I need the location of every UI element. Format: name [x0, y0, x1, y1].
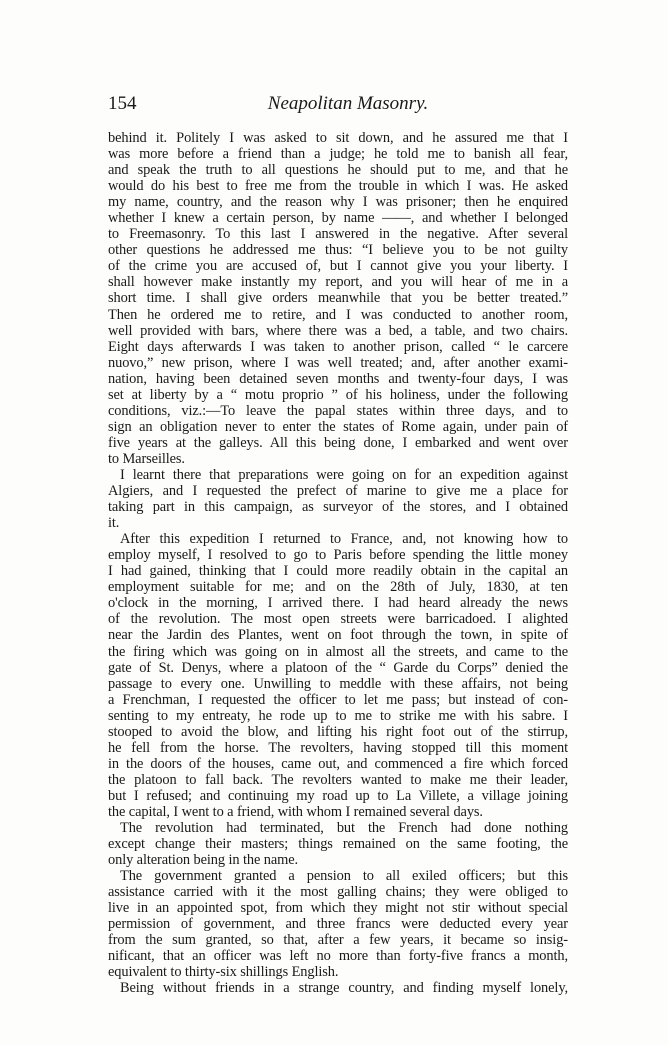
text-line: assistance carried with it the most galling chains; they were obliged to [108, 884, 568, 901]
text-line: nuovo,” new prison, where I was well treated; and, after another exami- [108, 354, 568, 371]
text-line: nation, having been detained seven months and twenty-four days, I was [108, 370, 568, 387]
text-line: five years at the galleys. All this being done, I embarked and went over [108, 434, 568, 451]
text-line: short time. I shall give orders meanwhile that you be better treated.” [108, 290, 568, 307]
text-line: passage to every one. Unwilling to meddle with these affairs, not being [108, 675, 568, 692]
text-line: sign an obligation never to enter the states of Rome again, under pain of [108, 418, 568, 435]
text-line: Being without friends in a strange country, and finding myself lonely, [120, 980, 568, 997]
text-line: o'clock in the morning, I arrived there. I had heard already the news [108, 595, 568, 612]
page-header [108, 92, 568, 116]
text-line: The revolution had terminated, but the French had done nothing [120, 820, 568, 837]
text-line: Eight days afterwards I was taken to another prison, called “ le carcere [108, 338, 568, 355]
text-line: stooped to avoid the blow, and lifting his right foot out of the stirrup, [108, 723, 568, 740]
text-line: shall however make instantly my report, and you will hear of me in a [108, 274, 568, 291]
body-text [108, 130, 568, 997]
text-line: well provided with bars, where there was a bed, a table, and two chairs. [108, 322, 568, 339]
text-line: to Freemasonry. To this last I answered in the negative. After several [108, 226, 568, 243]
text-line: employ myself, I resolved to go to Paris before spending the little money [108, 547, 568, 564]
text-line: behind it. Politely I was asked to sit down, and he assured me that I [108, 130, 568, 146]
text-line: permission of government, and three francs were deducted every year [108, 916, 568, 933]
text-line: he fell from the horse. The revolters, having stopped till this moment [108, 739, 568, 756]
text-line: the platoon to fall back. The revolters wanted to make me their leader, [108, 771, 568, 788]
text-line: from the sum granted, so that, after a few years, it became so insig- [108, 932, 568, 949]
paragraph [108, 467, 568, 531]
text-line: of the crime you are accused of, but I cannot give you your liberty. I [108, 258, 568, 275]
paragraph [108, 868, 568, 980]
text-line: After this expedition I returned to France, and, not knowing how to [120, 531, 568, 548]
text-line: was more before a friend than a judge; he told me to banish all fear, [108, 146, 568, 163]
paragraph [108, 531, 568, 820]
text-line: except change their masters; things remained on the same footing, the [108, 836, 568, 853]
text-line: only alteration being in the name. [108, 852, 299, 869]
text-line: but I refused; and continuing my road up to La Villete, a village joining [108, 787, 568, 804]
paragraph [108, 980, 568, 996]
text-line: Algiers, and I requested the prefect of marine to give me a place for [108, 483, 568, 500]
page-number: 154 [108, 93, 137, 114]
text-line: conditions, viz.:—To leave the papal states within three days, and to [108, 402, 568, 419]
text-line: a Frenchman, I requested the officer to let me pass; but instead of con- [108, 691, 568, 708]
text-line: I learnt there that preparations were going on for an expedition against [120, 466, 568, 483]
running-title: Neapolitan Masonry. [267, 93, 429, 114]
paragraph [108, 130, 568, 467]
text-line: near the Jardin des Plantes, went on foot through the town, in spite of [108, 627, 568, 644]
text-line: taking part in this campaign, as surveyor of the stores, and I obtained [108, 499, 568, 516]
text-line: other questions he addressed me thus: “I believe you to be not guilty [108, 242, 568, 259]
text-line: the firing which was going on in almost all the streets, and came to the [108, 643, 568, 660]
text-line: and speak the truth to all questions he should put to me, and that he [108, 162, 568, 179]
paragraph [108, 820, 568, 868]
text-line: employment suitable for me; and on the 28th of July, 1830, at ten [108, 579, 568, 596]
text-line: equivalent to thirty-six shillings English. [108, 964, 339, 981]
text-line: The government granted a pension to all exiled officers; but this [120, 868, 568, 885]
text-line: nificant, that an officer was left no more than forty-five francs a month, [108, 948, 568, 965]
text-line: of the revolution. The most open streets were barricadoed. I alighted [108, 611, 568, 628]
text-line: my name, country, and the reason why I was prisoner; then he enquired [108, 194, 568, 211]
text-line: gate of St. Denys, where a platoon of the “ Garde du Corps” denied the [108, 659, 568, 676]
text-line: senting to my entreaty, he rode up to me to strike me with his sabre. I [108, 707, 568, 724]
text-line: the capital, I went to a friend, with whom I remained several days. [108, 803, 483, 820]
text-line: to Marseilles. [108, 450, 185, 467]
text-line: would do his best to free me from the trouble in which I was. He asked [108, 178, 568, 195]
text-line: live in an appointed spot, from which they might not stir without special [108, 900, 568, 917]
text-line: set at liberty by a “ motu proprio ” of his holiness, under the following [108, 386, 568, 403]
text-line: whether I knew a certain person, by name ——, and whether I belonged [108, 210, 568, 227]
text-line: I had gained, thinking that I could more readily obtain in the capital an [108, 563, 568, 580]
text-line: in the doors of the houses, came out, and commenced a fire which forced [108, 755, 568, 772]
text-line: it. [108, 515, 120, 532]
text-line: Then he ordered me to retire, and I was conducted to another room, [108, 306, 568, 323]
